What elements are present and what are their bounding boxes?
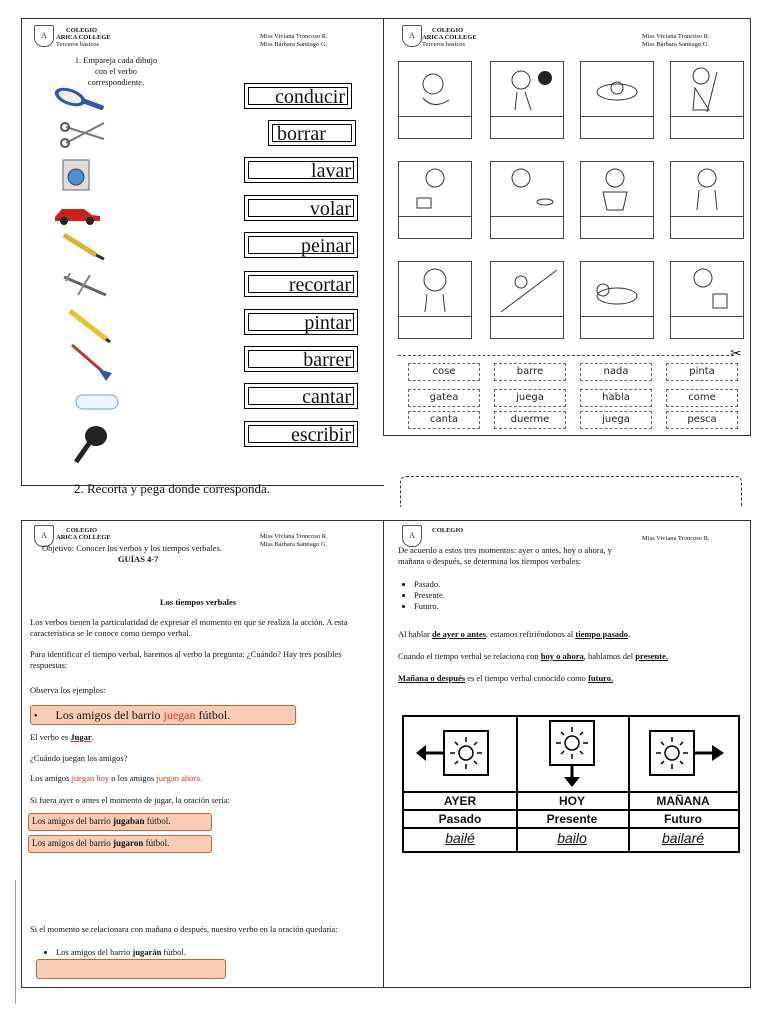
washing-machine-icon	[62, 159, 90, 191]
school-crest-icon: A	[34, 25, 54, 47]
school-crest-icon: A	[402, 525, 422, 547]
teacher-names: Miss Viviana Troncoso R. Miss Bárbara Santiago G.	[642, 33, 710, 48]
picture-boy-eating	[490, 161, 564, 217]
picture-boy-reading	[670, 261, 744, 317]
scissors-icon	[58, 119, 108, 149]
school-crest-icon: A	[34, 525, 54, 547]
guide-number: GUÍAS 4-7	[118, 554, 159, 564]
future-explanation: Mañana o después es el tiempo verbal conocido como futuro.	[398, 673, 614, 683]
broom-icon	[68, 341, 114, 381]
verb-card: lavar	[244, 157, 358, 183]
answer-box	[398, 117, 472, 139]
sun-arrow-down-icon	[538, 719, 608, 789]
answer-box	[490, 317, 564, 339]
answer-box	[580, 217, 654, 239]
word-card: come	[666, 389, 738, 407]
instruction-match: 1. Empareja cada dibujo con el verbo correspondiente.	[74, 55, 158, 87]
picture-boy-ball	[490, 61, 564, 117]
instruction-cut-paste: 2. Recorta y pega donde corresponda.	[74, 481, 271, 496]
teacher-names: Miss Viviana Troncoso R. Miss Bárbara Santiago G.	[260, 33, 328, 48]
answer-box	[670, 317, 744, 339]
answer: Los amigos juegan hoy o los amigos juegan ahora.	[30, 773, 203, 783]
pencil-icon	[66, 307, 112, 343]
school-crest-icon: A	[402, 25, 422, 47]
answer-box	[398, 317, 472, 339]
worksheet-cut-paste	[383, 18, 751, 436]
word-card: juega	[494, 389, 566, 407]
answer-box	[670, 217, 744, 239]
word-card: duerme	[494, 411, 566, 429]
airplane-icon	[60, 269, 110, 301]
past-example: Los amigos del barrio jugaban fútbol.	[28, 813, 212, 831]
answer-box	[490, 217, 564, 239]
picture-girl-sewing	[580, 161, 654, 217]
intro: De acuerdo a estos tres momentos: ayer o antes, hoy o ahora, y mañana o después, se determina los tiempos verbales:	[398, 545, 612, 566]
verb-card: peinar	[244, 232, 358, 258]
verb-card: cantar	[244, 383, 358, 409]
verb-card: escribir	[244, 421, 358, 447]
verb-card: borrar	[268, 120, 356, 146]
word-card: cose	[408, 363, 480, 381]
paste-area	[400, 476, 742, 507]
margin-line	[15, 880, 16, 1004]
microphone-icon	[72, 424, 112, 466]
tense-table	[402, 715, 740, 853]
paintbrush-icon	[60, 231, 108, 261]
verb-card: conducir	[244, 83, 352, 109]
picture-girl-singing	[398, 261, 472, 317]
past-explanation: Al hablar de ayer o antes, estamos refiriéndonos al tiempo pasado.	[398, 629, 631, 639]
tense-column-future: MAÑANA Futuro bailaré	[628, 717, 738, 851]
school-name: COLEGIO ARICA COLLEGE Terceros básicos	[422, 27, 477, 48]
tense-column-present: HOY Presente bailo	[516, 717, 630, 851]
paragraph: Observa los ejemplos:	[30, 685, 106, 695]
picture-swimmer	[580, 61, 654, 117]
sun-arrow-left-icon	[414, 725, 504, 781]
school-name: COLEGIO	[432, 527, 464, 534]
word-card: juega	[580, 411, 652, 429]
word-card: pinta	[666, 363, 738, 381]
worksheet-tense-summary	[383, 520, 751, 988]
past-intro: Si fuera ayer o antes el momento de jugar, la oración sería:	[30, 795, 230, 805]
answer-box	[580, 117, 654, 139]
picture-baby-sleeping	[580, 261, 654, 317]
word-card: barre	[494, 363, 566, 381]
section-title: Los tiempos verbales	[160, 597, 237, 607]
school-name: COLEGIO ARICA COLLEGE Terceros básicos	[56, 27, 111, 48]
worksheet-verb-tenses	[21, 520, 384, 988]
answer-box	[398, 217, 472, 239]
verb-card: barrer	[244, 346, 358, 372]
verb-card: pintar	[244, 309, 358, 335]
teacher-names: Miss Viviana Troncoso R.	[642, 535, 710, 542]
future-intro: Si el momento se relacionara con mañana o después, nuestro verbo en la oración quedaría:	[30, 924, 338, 934]
car-icon	[52, 203, 102, 225]
answer-box	[490, 117, 564, 139]
scissors-icon: ✂	[730, 346, 742, 362]
answer-field[interactable]	[36, 959, 226, 979]
word-card: gatea	[408, 389, 480, 407]
question: ¿Cuándo juegan los amigos?	[30, 753, 128, 763]
answer-box	[670, 117, 744, 139]
past-example: Los amigos del barrio jugaron fútbol.	[28, 835, 212, 853]
eraser-icon	[72, 389, 122, 415]
teacher-names: Miss Viviana Troncoso R. Miss Bárbara Santiago G.	[260, 533, 328, 548]
verb-card: recortar	[244, 271, 358, 297]
school-name: COLEGIO ARICA COLLEGE	[56, 527, 111, 541]
example-sentence: • Los amigos del barrio juegan fútbol.	[30, 705, 296, 725]
future-example: • Los amigos del barrio jugarán fútbol.	[42, 947, 186, 958]
present-explanation: Cuando el tiempo verbal se relaciona con hoy o ahora, hablamos del presente.	[398, 651, 668, 661]
cut-line	[398, 355, 734, 356]
verb-card: volar	[244, 195, 358, 221]
hairbrush-icon	[50, 83, 110, 111]
paragraph: Para identificar el tiempo verbal, haremos al verbo la pregunta: ¿Cuándo? Hay tres posibles respuestas:	[30, 649, 342, 670]
worksheet-match-verbs	[21, 18, 384, 486]
picture-baby-crawling	[398, 61, 472, 117]
picture-girl-phone	[398, 161, 472, 217]
picture-man-fishing	[490, 261, 564, 317]
picture-girl-sweeping	[670, 61, 744, 117]
word-card: pesca	[666, 411, 738, 429]
answer-box	[580, 317, 654, 339]
sun-arrow-right-icon	[640, 725, 730, 781]
tense-list: • Pasado. • Presente. • Futuro.	[400, 579, 445, 612]
word-card: habla	[580, 389, 652, 407]
picture-boy-painting	[670, 161, 744, 217]
verb-line: El verbo es Jugar.	[30, 732, 94, 742]
paragraph: Los verbos tienen la particularidad de expresar el momento en que se realiza la acción. A esta característica se le conoce como tiempo verbal.	[30, 617, 348, 638]
word-card: nada	[580, 363, 652, 381]
tense-column-past: AYER Pasado bailé	[404, 717, 518, 851]
word-card: canta	[408, 411, 480, 429]
objective: Objetivo: Conocer los verbos y los tiempos verbales.	[42, 543, 222, 553]
